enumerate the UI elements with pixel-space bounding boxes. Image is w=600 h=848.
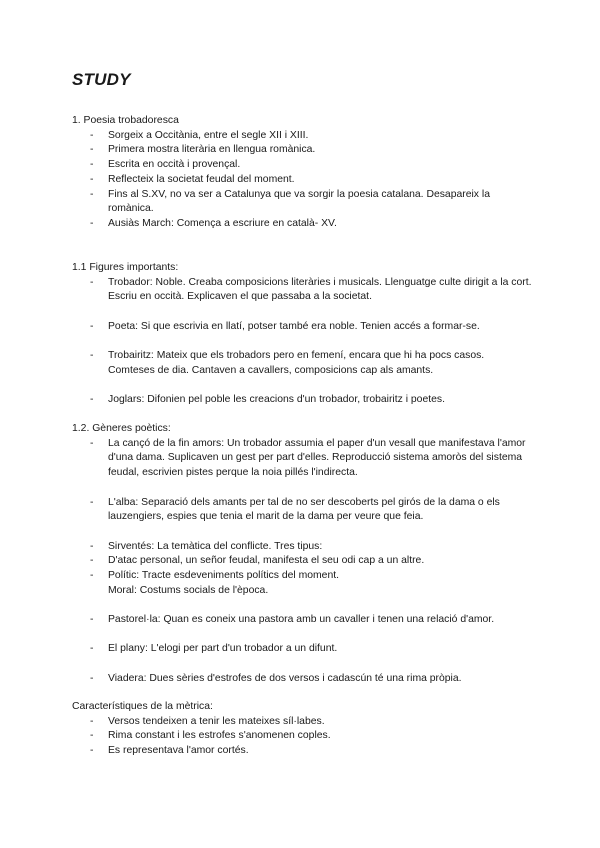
- list-item: - Fins al S.XV, no va ser a Catalunya que va sorgir la poesia catalana. Desapareix la romànica.: [72, 188, 532, 217]
- list-item: - D'atac personal, un señor feudal, manifesta el seu odi cap a un altre.: [72, 554, 532, 569]
- bullet-list: [72, 715, 532, 759]
- list-item: - Sirventés: La temàtica del conflicte. Tres tipus:: [72, 540, 532, 555]
- bullet-list: [72, 276, 532, 408]
- section-heading: 1.1 Figures importants:: [72, 262, 179, 273]
- list-item: - Trobairitz: Mateix que els trobadors pero en femení, encara que hi ha pocs casos. Comteses de dia. Cantaven a cavallers, composicions cap als amants.: [72, 349, 532, 378]
- list-item: - El plany: L'elogi per part d'un trobador a un difunt.: [72, 642, 532, 657]
- list-item: - Poeta: Si que escrivia en llatí, potser també era noble. Tenien accés a formar-se.: [72, 320, 532, 335]
- list-item: - Trobador: Noble. Creaba composicions literàries i musicals. Llenguatge culte dirigit a la cort. Escriu en occità. Explicaven el que passaba a la societat.: [72, 276, 532, 305]
- list-item: - Primera mostra literària en llengua romànica.: [72, 143, 532, 158]
- list-item: - Reflecteix la societat feudal del moment.: [72, 173, 532, 188]
- list-item: - Joglars: Difonien pel poble les creacions d'un trobador, trobairitz i poetes.: [72, 393, 532, 408]
- list-item: - La cançó de la fin amors: Un trobador assumia el paper d'un vesall que manifestava l'amor d'una dama. Suplicaven un gest per part d'elles. Reproducció sistema amoròs del sistema feudal, escrivien pistes perque la noia pillés l'indirecta.: [72, 437, 532, 481]
- list-item: Moral: Costums socials de l'època.: [108, 584, 269, 596]
- list-item: - Versos tendeixen a tenir les mateixes síl·labes.: [72, 715, 532, 730]
- section-caracteristiques-metrica: [72, 700, 532, 759]
- section-heading: 1. Poesia trobadoresca: [72, 115, 179, 126]
- section-figures-importants: [72, 261, 532, 408]
- section-heading: 1.2. Gèneres poètics:: [72, 423, 171, 434]
- section-heading: Característiques de la mètrica:: [72, 701, 213, 712]
- list-item: - Escrita en occità i provençal.: [72, 158, 532, 173]
- list-item: - Es representava l'amor cortés.: [72, 744, 532, 759]
- list-item: - Polític: Tracte esdeveniments polítics del moment.: [72, 569, 532, 584]
- bullet-list: [72, 437, 532, 687]
- list-item: - Ausiàs March: Comença a escriure en català- XV.: [72, 217, 532, 232]
- list-item: - Viadera: Dues sèries d'estrofes de dos versos i cadascún té una rima pròpia.: [72, 672, 532, 687]
- list-item: - Pastorel·la: Quan es coneix una pastora amb un cavaller i tenen una relació d'amor.: [72, 613, 532, 628]
- section-poesia-trobadoresca: [72, 114, 532, 232]
- section-generes-poetics: [72, 422, 532, 687]
- page-title: STUDY: [72, 70, 131, 89]
- list-item: - Sorgeix a Occitània, entre el segle XII i XIII.: [72, 129, 532, 144]
- list-item: - L'alba: Separació dels amants per tal de no ser descoberts pel girós de la dama o els lauzengiers, espies que tenia el marit de la dama per veure que feia.: [72, 496, 532, 525]
- list-item: - Rima constant i les estrofes s'anomenen coples.: [72, 729, 532, 744]
- bullet-list: [72, 129, 532, 232]
